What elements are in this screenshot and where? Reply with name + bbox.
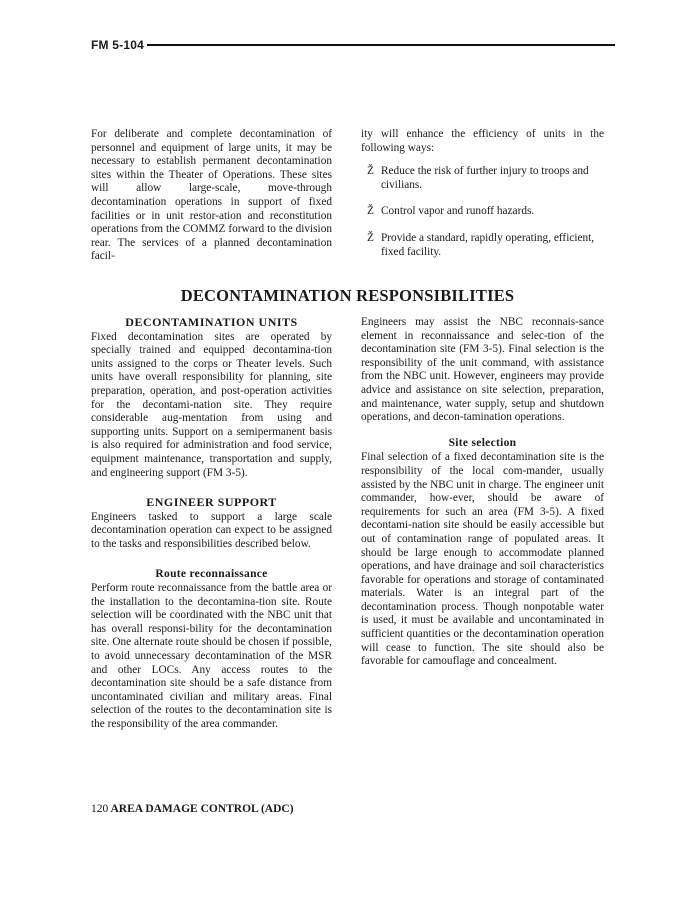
bullet-text: Control vapor and runoff hazards. — [381, 205, 535, 218]
bullet-text: Provide a standard, rapidly operating, efficient, fixed facility. — [381, 231, 595, 258]
page-number: 120 — [91, 803, 109, 815]
bullet-icon: Ž — [367, 165, 374, 178]
intro-continuation: ity will enhance the efficiency of units in the following ways: — [361, 128, 604, 154]
units-heading: DECONTAMINATION UNITS — [125, 315, 298, 329]
site-paragraph: Final selection of a fixed decontamination site is the responsibility of the local com-mander, usually assisted by the NBC unit in charge. The engineer unit commander, how-ever, should be aware of requirements for such an area (FM 3-5). A fixed decontami-nation site should be easily accessible but out of contamination range of populated areas. It should be large enough to accommodate planned operations, and have drainage and soil characteristics favorable for operations and storage of contaminated materials. Water is an integral part of the decontamination process. Though nonpotable water is used, it must be available and uncontaminated in sufficient quantities or the decontamination operation will cease to function. The site should also be favorable for camouflage and concealment. — [361, 451, 604, 668]
intro-paragraph: For deliberate and complete decontamination of personnel and equipment of large units, it may be necessary to establish permanent decontamination sites within the Theater of Operations. These sites will allow large-scale, move-through decontamination operations in support of fixed facilities or in unit restor-ation and reconstitution operations from the COMMZ forward to the division rear. The services of a planned decontamination facil- — [91, 128, 332, 263]
bullet-icon: Ž — [367, 231, 374, 244]
route-paragraph: Perform route reconnaissance from the battle area or the installation to the decontamina-tion site. Route selection will be coordinated with the NBC unit that has overall responsi-bility for the decontamination site. One alternate route should be chosen if possible, to avoid unnecessary decontamination of the MSR and other LOCs. Any access routes to the decontamination site should be a safe distance from uncontaminated civilian and military areas. Final selection of the routes to the decontamination site is the responsibility of the area commander. — [91, 582, 332, 731]
route-heading: Route reconnaissance — [155, 567, 268, 580]
page-header — [91, 38, 615, 52]
intro-left-column — [91, 128, 332, 264]
engineer-paragraph: Engineers tasked to support a large scale decontamination operation can expect to be assigned to the tasks and responsibilities described below. — [91, 510, 332, 550]
section-title: DECONTAMINATION RESPONSIBILITIES — [180, 286, 515, 305]
list-item — [367, 165, 604, 192]
engineer-assist-paragraph: Engineers may assist the NBC reconnais-sance element in reconnaissance and selec-tion of the decontamination site (FM 3-5). Final selection is the responsibility of the unit command, with assistance from the NBC unit. However, engineers may provide advice and assistance on site selection, preparation, and maintenance, water supply, setup and shutdown operations, and decon-tamination operations. — [361, 316, 604, 424]
bullet-icon: Ž — [367, 205, 374, 218]
main-right-column — [361, 316, 604, 669]
engineer-heading: ENGINEER SUPPORT — [146, 495, 277, 510]
units-paragraph: Fixed decontamination sites are operated by specially trained and equipped decontamina-tion units assigned to the corps or Theater levels. Such units have overall responsibility for planning, site preparation, operation, and post-operation activities for the decontami-nation site. They require considerable aug-mentation from using and supporting units. Support on a semipermanent basis is also required for administration and food service, equipment maintenance, transportation and supply, and engineering support (FM 3-5). — [91, 330, 332, 479]
document-id: FM 5-104 — [91, 38, 144, 52]
header-rule — [147, 44, 615, 46]
list-item — [367, 205, 604, 219]
main-left-column — [91, 316, 332, 732]
footer-title: AREA DAMAGE CONTROL (ADC) — [110, 803, 294, 815]
page-footer — [91, 803, 294, 815]
benefits-list — [361, 165, 604, 259]
bullet-text: Reduce the risk of further injury to troops and civilians. — [381, 165, 589, 191]
site-heading: Site selection — [448, 436, 517, 449]
list-item — [367, 232, 604, 259]
intro-right-column — [361, 128, 604, 272]
